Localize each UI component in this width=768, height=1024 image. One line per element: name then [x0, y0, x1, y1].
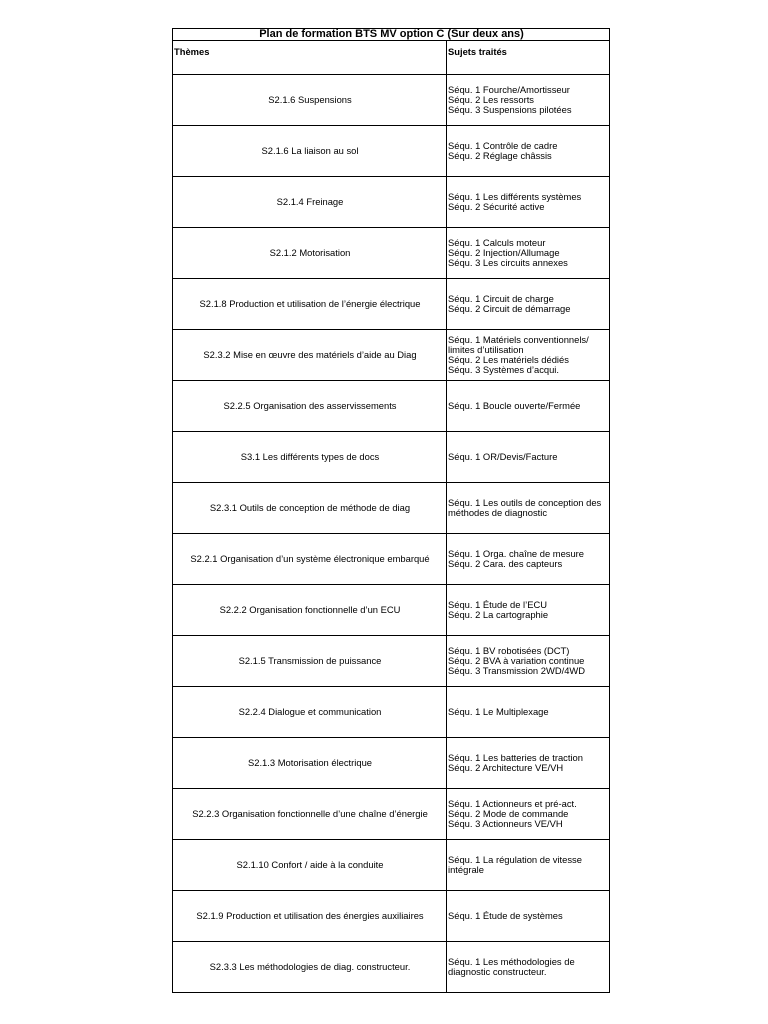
table-row	[173, 228, 610, 279]
header-row	[173, 41, 610, 75]
theme-cell: S2.1.2 Motorisation	[173, 228, 447, 279]
theme-cell: S2.3.2 Mise en œuvre des matériels d’aide au Diag	[173, 330, 447, 381]
table-row	[173, 534, 610, 585]
theme-cell: S2.1.10 Confort / aide à la conduite	[173, 840, 447, 891]
subjects-cell: Séqu. 1 Contrôle de cadre Séqu. 2 Réglage châssis	[447, 126, 610, 177]
table-row	[173, 738, 610, 789]
subjects-cell: Séqu. 1 Le Multiplexage	[447, 687, 610, 738]
subjects-cell: Séqu. 1 Étude de systèmes	[447, 891, 610, 942]
subjects-cell: Séqu. 1 Orga. chaîne de mesure Séqu. 2 Cara. des capteurs	[447, 534, 610, 585]
subjects-cell: Séqu. 1 Les méthodologies de diagnostic constructeur.	[447, 942, 610, 993]
table-row	[173, 432, 610, 483]
table-row	[173, 840, 610, 891]
table-row	[173, 585, 610, 636]
table-row	[173, 177, 610, 228]
table-row	[173, 279, 610, 330]
subjects-cell: Séqu. 1 Les outils de conception des méthodes de diagnostic	[447, 483, 610, 534]
theme-cell: S2.2.2 Organisation fonctionnelle d’un ECU	[173, 585, 447, 636]
training-plan-table	[172, 28, 610, 993]
theme-cell: S3.1 Les différents types de docs	[173, 432, 447, 483]
subjects-cell: Séqu. 1 Boucle ouverte/Fermée	[447, 381, 610, 432]
theme-cell: S2.3.3 Les méthodologies de diag. constructeur.	[173, 942, 447, 993]
subjects-cell: Séqu. 1 Fourche/Amortisseur Séqu. 2 Les ressorts Séqu. 3 Suspensions pilotées	[447, 75, 610, 126]
subjects-cell: Séqu. 1 BV robotisées (DCT) Séqu. 2 BVA à variation continue Séqu. 3 Transmission 2WD/4WD	[447, 636, 610, 687]
theme-cell: S2.3.1 Outils de conception de méthode de diag	[173, 483, 447, 534]
table-row	[173, 942, 610, 993]
subjects-cell: Séqu. 1 Actionneurs et pré-act. Séqu. 2 Mode de commande Séqu. 3 Actionneurs VE/VH	[447, 789, 610, 840]
header-subjects: Sujets traités	[447, 41, 610, 75]
theme-cell: S2.1.8 Production et utilisation de l’énergie électrique	[173, 279, 447, 330]
table-row	[173, 126, 610, 177]
theme-cell: S2.2.4 Dialogue et communication	[173, 687, 447, 738]
theme-cell: S2.1.6 Suspensions	[173, 75, 447, 126]
subjects-cell: Séqu. 1 Les différents systèmes Séqu. 2 Sécurité active	[447, 177, 610, 228]
table-title: Plan de formation BTS MV option C (Sur deux ans)	[173, 29, 610, 41]
title-row	[173, 29, 610, 41]
table-row	[173, 891, 610, 942]
subjects-cell: Séqu. 1 OR/Devis/Facture	[447, 432, 610, 483]
subjects-cell: Séqu. 1 Circuit de charge Séqu. 2 Circuit de démarrage	[447, 279, 610, 330]
table-row	[173, 789, 610, 840]
theme-cell: S2.1.3 Motorisation électrique	[173, 738, 447, 789]
theme-cell: S2.1.9 Production et utilisation des énergies auxiliaires	[173, 891, 447, 942]
table-row	[173, 381, 610, 432]
theme-cell: S2.2.5 Organisation des asservissements	[173, 381, 447, 432]
theme-cell: S2.1.4 Freinage	[173, 177, 447, 228]
subjects-cell: Séqu. 1 Calculs moteur Séqu. 2 Injection/Allumage Séqu. 3 Les circuits annexes	[447, 228, 610, 279]
subjects-cell: Séqu. 1 Les batteries de traction Séqu. 2 Architecture VE/VH	[447, 738, 610, 789]
subjects-cell: Séqu. 1 Matériels conventionnels/ limites d’utilisation Séqu. 2 Les matériels dédiés Séqu. 3 Systèmes d’acqui.	[447, 330, 610, 381]
table-row	[173, 687, 610, 738]
table-row	[173, 483, 610, 534]
theme-cell: S2.1.5 Transmission de puissance	[173, 636, 447, 687]
table-row	[173, 75, 610, 126]
table-row	[173, 636, 610, 687]
subjects-cell: Séqu. 1 Étude de l’ECU Séqu. 2 La cartographie	[447, 585, 610, 636]
header-themes: Thèmes	[173, 41, 447, 75]
theme-cell: S2.1.6 La liaison au sol	[173, 126, 447, 177]
table-row	[173, 330, 610, 381]
theme-cell: S2.2.1 Organisation d’un système électronique embarqué	[173, 534, 447, 585]
theme-cell: S2.2.3 Organisation fonctionnelle d’une chaîne d’énergie	[173, 789, 447, 840]
subjects-cell: Séqu. 1 La régulation de vitesse intégrale	[447, 840, 610, 891]
table-body	[173, 29, 610, 993]
